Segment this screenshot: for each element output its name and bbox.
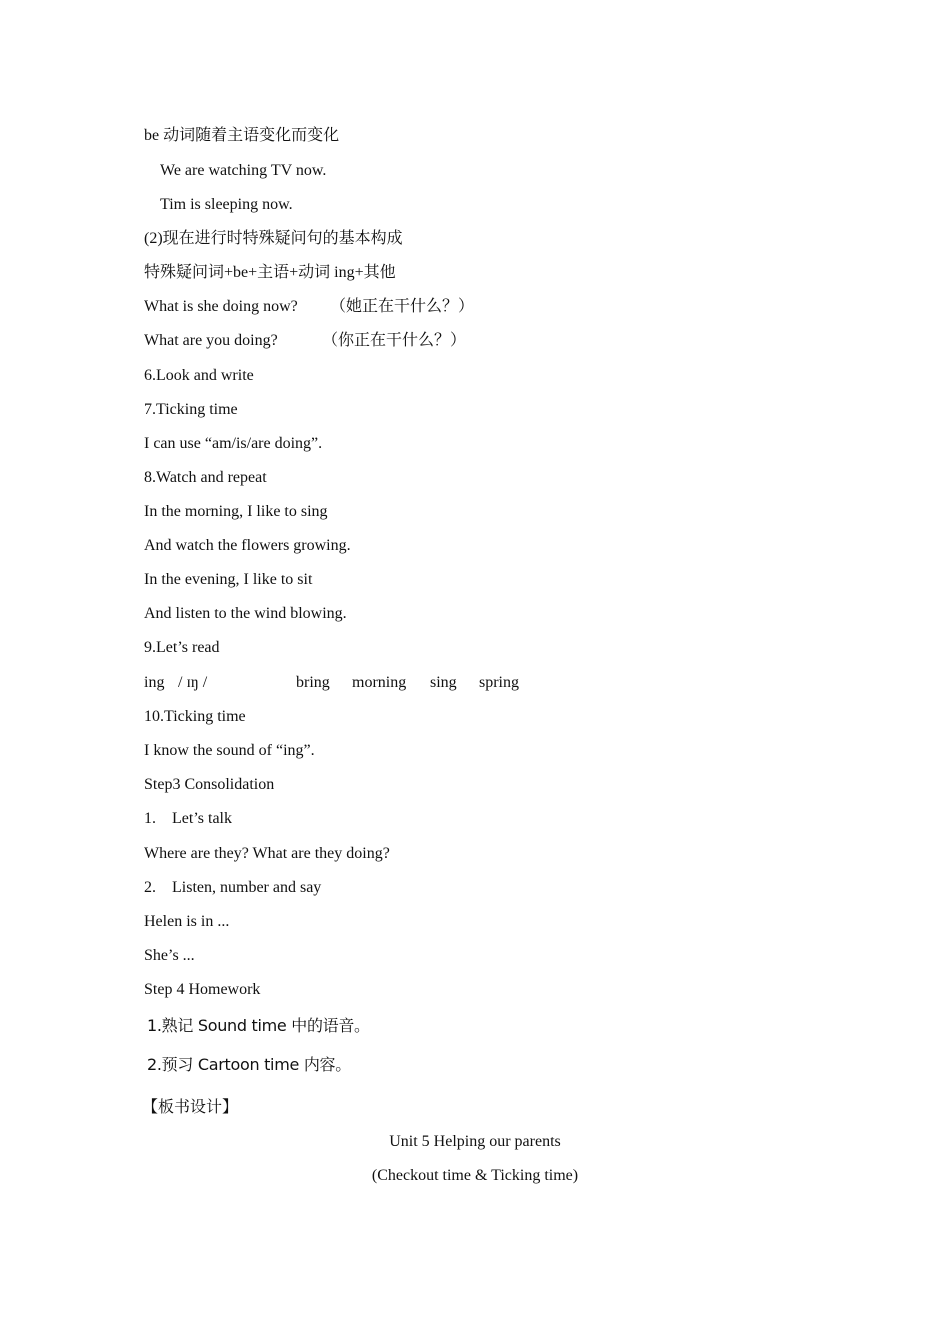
example-translation: （她正在干什么？）: [330, 298, 475, 315]
rhyme-line: And listen to the wind blowing.: [144, 605, 347, 622]
homework-item: 1.熟记 Sound time 中的语音。: [147, 1016, 370, 1035]
text-line: Where are they? What are they doing?: [144, 845, 390, 862]
section-heading: (2)现在进行时特殊疑问句的基本构成: [144, 230, 403, 247]
step-heading: Step 4 Homework: [144, 981, 261, 998]
example-sentence: Tim is sleeping now.: [160, 196, 293, 213]
activity-heading: 7.Ticking time: [144, 401, 238, 418]
grammar-formula: 特殊疑问词+be+主语+动词 ing+其他: [144, 264, 396, 281]
example-question: What are you doing?: [144, 332, 278, 349]
rhyme-line: In the morning, I like to sing: [144, 503, 328, 520]
phonetic-symbol: / ɪŋ /: [178, 674, 208, 691]
rhyme-line: In the evening, I like to sit: [144, 571, 313, 588]
rhyme-line: And watch the flowers growing.: [144, 537, 351, 554]
activity-heading: 6.Look and write: [144, 367, 254, 384]
text-line: be 动词随着主语变化而变化: [144, 127, 340, 144]
activity-heading: 10.Ticking time: [144, 708, 246, 725]
example-question: What is she doing now?: [144, 298, 298, 315]
board-subtitle: (Checkout time & Ticking time): [371, 1167, 579, 1184]
phonics-label: ing: [144, 674, 165, 691]
phonics-word: bring: [296, 674, 330, 691]
example-sentence: We are watching TV now.: [160, 162, 327, 179]
section-heading: 【板书设计】: [142, 1099, 239, 1116]
activity-heading: 9.Let’s read: [144, 639, 220, 656]
list-item: 2. Listen, number and say: [144, 879, 322, 896]
list-item: 1. Let’s talk: [144, 810, 232, 827]
phonics-word: morning: [352, 674, 407, 691]
text-line: Helen is in ...: [144, 913, 230, 930]
text-line: I know the sound of “ing”.: [144, 742, 315, 759]
phonics-word: sing: [430, 674, 457, 691]
homework-item: 2.预习 Cartoon time 内容。: [147, 1055, 351, 1074]
step-heading: Step3 Consolidation: [144, 776, 275, 793]
text-line: I can use “am/is/are doing”.: [144, 435, 323, 452]
board-title: Unit 5 Helping our parents: [389, 1133, 561, 1150]
text-line: She’s ...: [144, 947, 195, 964]
phonics-word: spring: [479, 674, 519, 691]
example-translation: （你正在干什么？）: [322, 332, 467, 349]
activity-heading: 8.Watch and repeat: [144, 469, 267, 486]
